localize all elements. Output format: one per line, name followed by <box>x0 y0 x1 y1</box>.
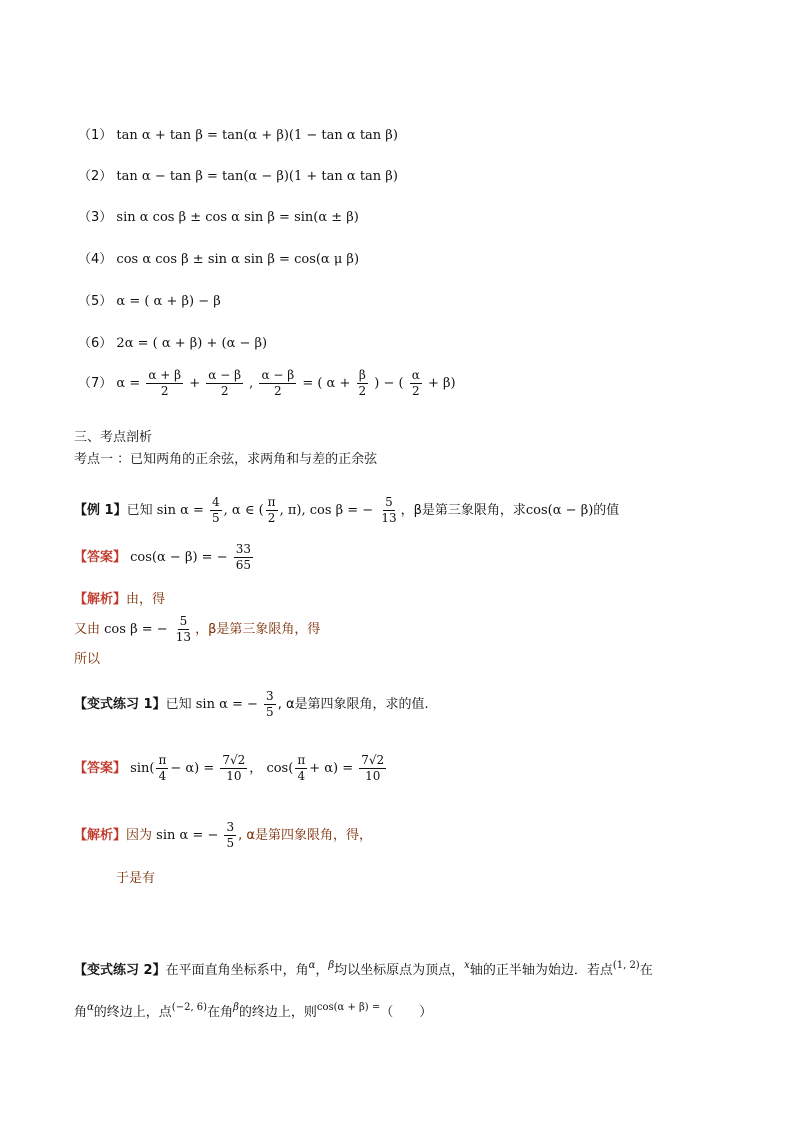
analysis-2-sin: sin α = − <box>156 828 219 843</box>
example-1-range: , α ∈ ( <box>223 503 264 518</box>
example-1-tag: 【例 1】 <box>74 503 127 518</box>
formula-7-frac-c <box>259 368 296 399</box>
variant-2-text-9: 的终边上，则 <box>238 1005 317 1020</box>
frac-denominator: 2 <box>274 384 282 398</box>
formula-2-expr: tan α − tan β = tan(α − β)(1 + tan α tan β) <box>116 169 398 184</box>
variant-2-text-8: 在角 <box>207 1005 234 1020</box>
analysis-1-line-2 <box>74 614 320 645</box>
variant-2-alpha: α <box>308 960 316 971</box>
formula-7 <box>78 368 456 399</box>
analysis-1-line-3: 所以 <box>74 652 101 667</box>
example-1-lead: 已知 <box>126 503 153 518</box>
variant-2-alpha-2: α <box>87 1002 94 1013</box>
variant-2-point-2: (−2, 6) <box>171 1002 208 1013</box>
frac-numerator: α + β <box>148 368 182 382</box>
variant-2-text-4: 轴的正半轴为始边．若点 <box>469 963 613 978</box>
frac-denominator: 13 <box>381 511 397 525</box>
example-1-sin: sin α = <box>156 503 204 518</box>
formula-7-number: （7） <box>78 376 113 391</box>
frac-denominator: 10 <box>226 769 242 783</box>
example-1-target: cos(α − β) <box>525 503 594 518</box>
analysis-2-frac <box>224 820 236 851</box>
formula-6 <box>78 335 267 353</box>
formula-5 <box>78 293 221 311</box>
frac-numerator: 3 <box>266 689 274 703</box>
frac-numerator: π <box>158 753 167 767</box>
formula-2 <box>78 168 398 186</box>
variant-2-text-7: 的终边上，点 <box>93 1005 172 1020</box>
frac-denominator: 2 <box>220 384 229 398</box>
analysis-1-line-1 <box>74 591 165 609</box>
variant-2-beta: β <box>328 960 335 971</box>
analysis-1-rest: ，β是第三象限角，得 <box>195 622 321 637</box>
formula-5-expr: α = ( α + β) − β <box>116 294 221 309</box>
answer-2-frac-pi-b <box>295 753 307 784</box>
example-1-tail: 的值 <box>593 503 620 518</box>
formula-7-mid: ) − ( <box>374 376 404 391</box>
formula-3 <box>78 209 359 227</box>
answer-2-tag: 【答案】 <box>74 761 127 776</box>
answer-2 <box>74 753 388 784</box>
analysis-1-text: 由，得 <box>126 592 166 607</box>
frac-denominator: 13 <box>175 630 192 644</box>
formula-7-lhs: α = <box>116 376 141 391</box>
formula-4-expr: cos α cos β ± sin α sin β = cos(α μ β) <box>116 252 360 267</box>
answer-1-tag: 【答案】 <box>74 550 127 565</box>
variant-1-sin: sin α = − <box>195 697 258 712</box>
formula-7-plus: + <box>189 376 201 391</box>
formula-1 <box>78 127 398 145</box>
frac-numerator: α − β <box>261 368 295 382</box>
answer-2-cos: cos( <box>266 761 294 776</box>
analysis-1-frac <box>174 614 193 645</box>
answer-2-frac-a <box>220 753 247 784</box>
frac-denominator: 5 <box>212 511 220 525</box>
frac-numerator: π <box>297 753 306 767</box>
frac-denominator: 5 <box>226 836 235 850</box>
variant-2-point-1: (1, 2) <box>612 960 640 971</box>
formula-1-number: （1） <box>78 128 113 143</box>
formula-7-frac-a <box>146 368 183 399</box>
formula-7-frac-b <box>206 368 243 399</box>
variant-2-text-3: 均以坐标原点为顶点， <box>334 963 465 978</box>
variant-2-text-2: ， <box>315 963 329 978</box>
frac-denominator: 4 <box>158 769 167 783</box>
variant-2-text-6: 角 <box>74 1005 88 1020</box>
formula-7-frac-e <box>410 368 422 399</box>
variant-2-question: cos(α + β) = <box>316 1002 381 1013</box>
answer-1 <box>74 542 255 573</box>
frac-numerator: α <box>411 368 420 382</box>
formula-6-expr: 2α = ( α + β) + (α − β) <box>116 336 268 351</box>
variant-2-line-2 <box>74 999 432 1022</box>
analysis-2-lead: 因为 <box>126 828 153 843</box>
answer-1-frac <box>234 542 253 573</box>
section-heading: 三、考点剖析 <box>74 430 153 445</box>
example-1-rest: ，β是第三象限角，求 <box>400 503 526 518</box>
example-1-frac-pi <box>266 495 278 526</box>
formula-6-number: （6） <box>78 336 113 351</box>
frac-denominator: 2 <box>160 384 169 398</box>
variant-2-text-5: 在 <box>639 963 653 978</box>
analysis-1-tag: 【解析】 <box>74 592 127 607</box>
analysis-2 <box>74 820 372 851</box>
analysis-2-tag: 【解析】 <box>74 828 127 843</box>
variant-2-tag: 【变式练习 2】 <box>74 963 166 978</box>
frac-numerator: 7√2 <box>222 753 246 767</box>
answer-2-frac-pi-a <box>156 753 168 784</box>
variant-1-tag: 【变式练习 1】 <box>74 697 166 712</box>
frac-numerator: π <box>267 495 276 509</box>
frac-numerator: 7√2 <box>361 753 385 767</box>
formula-4 <box>78 251 359 269</box>
frac-numerator: 33 <box>235 542 252 556</box>
variant-1-rest: , α是第四象限角，求的值. <box>277 697 429 712</box>
formula-3-number: （3） <box>78 210 113 225</box>
formula-4-number: （4） <box>78 252 113 267</box>
frac-numerator: β <box>358 368 366 382</box>
variant-1-lead: 已知 <box>165 697 192 712</box>
frac-denominator: 2 <box>267 511 276 525</box>
example-1-frac-sin <box>210 495 222 526</box>
point-1-heading: 考点一 ：已知两角的正余弦，求两角和与差的正余弦 <box>74 452 378 467</box>
frac-denominator: 2 <box>358 384 367 398</box>
frac-numerator: 4 <box>212 495 220 509</box>
formula-7-frac-d <box>357 368 369 399</box>
answer-2-mid-a: − α) = <box>170 761 215 776</box>
frac-numerator: 3 <box>226 820 235 834</box>
variant-2-text-1: 在平面直角坐标系中，角 <box>165 963 309 978</box>
variant-2-answer-blank: （ ） <box>380 1005 433 1020</box>
analysis-1-cos: cos β = − <box>104 622 168 637</box>
variant-2-line-1 <box>74 957 653 980</box>
answer-2-frac-b <box>359 753 386 784</box>
formula-7-tail: + β) <box>428 376 456 391</box>
frac-numerator: 5 <box>385 495 393 509</box>
frac-denominator: 65 <box>235 558 252 572</box>
frac-denominator: 5 <box>266 705 274 719</box>
formula-1-expr: tan α + tan β = tan(α + β)(1 − tan α tan β) <box>116 128 398 143</box>
formula-7-eq: = ( α + <box>302 376 351 391</box>
formula-7-comma: , <box>249 376 254 391</box>
example-1 <box>74 495 619 526</box>
frac-denominator: 10 <box>365 769 381 783</box>
variant-1-frac <box>264 689 276 720</box>
variant-1 <box>74 689 429 720</box>
example-1-range-end: , π), cos β = − <box>279 503 374 518</box>
analysis-2-line-2: 于是有 <box>116 871 156 886</box>
formula-3-expr: sin α cos β ± cos α sin β = sin(α ± β) <box>116 210 359 225</box>
variant-2-beta-2: β <box>233 1002 239 1013</box>
example-1-frac-cos <box>379 495 398 526</box>
answer-2-mid-b: + α) = <box>309 761 354 776</box>
frac-numerator: α − β <box>208 368 242 382</box>
variant-2-x: x <box>464 960 470 971</box>
analysis-1-lead: 又由 <box>74 622 101 637</box>
formula-5-number: （5） <box>78 294 113 309</box>
answer-2-separator: ， <box>249 761 263 776</box>
frac-denominator: 4 <box>297 769 306 783</box>
frac-denominator: 2 <box>411 384 420 398</box>
frac-numerator: 5 <box>179 614 188 628</box>
analysis-2-rest: , α是第四象限角，得， <box>238 828 372 843</box>
answer-1-expr: cos(α − β) = − <box>130 550 228 565</box>
formula-2-number: （2） <box>78 169 113 184</box>
answer-2-sin: sin( <box>130 761 155 776</box>
